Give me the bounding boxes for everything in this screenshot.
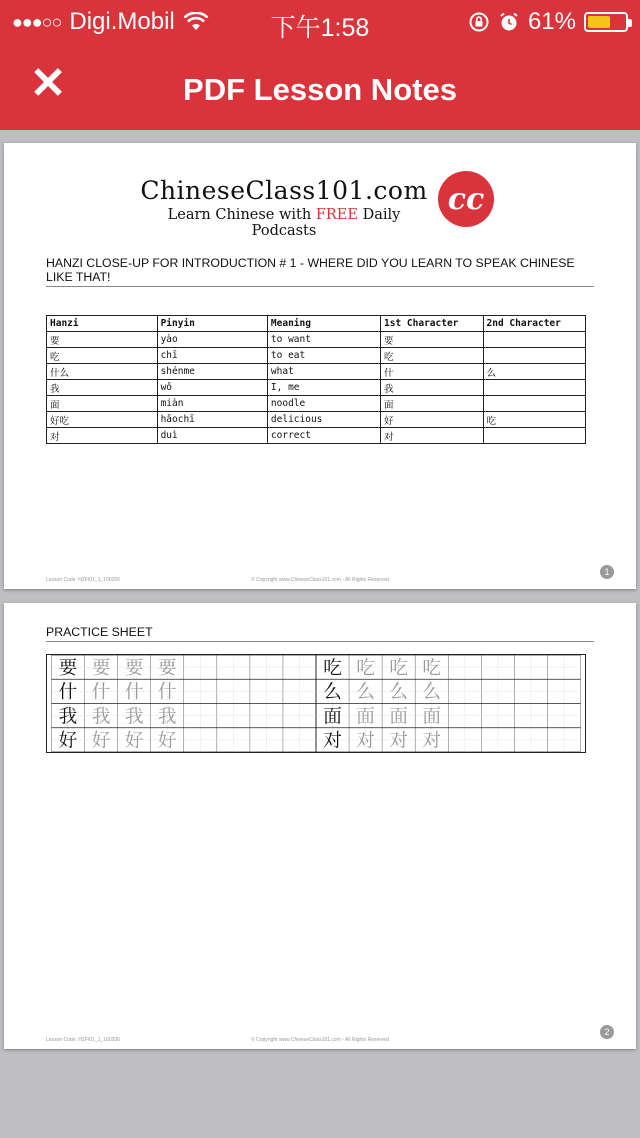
table-row bbox=[47, 348, 586, 364]
table-cell: 吃 bbox=[47, 348, 158, 364]
vocabulary-table bbox=[46, 315, 586, 444]
battery-percent: 61% bbox=[527, 8, 576, 35]
top-bar bbox=[0, 0, 640, 130]
practice-trace-character: 吃 bbox=[389, 657, 408, 679]
table-cell: miàn bbox=[157, 396, 267, 412]
table-cell: delicious bbox=[267, 412, 380, 428]
table-row bbox=[47, 332, 586, 348]
table-cell: chī bbox=[157, 348, 267, 364]
table-cell: 我 bbox=[381, 380, 483, 396]
column-header: Meaning bbox=[267, 316, 380, 332]
battery-level bbox=[588, 16, 610, 28]
copyright: © Copyright www.ChineseClass101.com - All Rights Reserved bbox=[251, 1037, 389, 1043]
brand-header bbox=[134, 176, 434, 239]
practice-character: 对 bbox=[323, 730, 342, 752]
logo-text: cc bbox=[447, 182, 485, 217]
table-cell: 什么 bbox=[47, 364, 158, 380]
battery-icon bbox=[584, 12, 628, 32]
lesson-code: Lesson Code: HZFI01_1_100206 bbox=[46, 577, 120, 583]
practice-trace-character: 什 bbox=[124, 682, 144, 704]
brand-tagline bbox=[134, 207, 434, 239]
practice-trace-character: 什 bbox=[157, 682, 177, 704]
pdf-page-2[interactable] bbox=[4, 603, 636, 1049]
practice-character: 吃 bbox=[323, 657, 342, 679]
table-cell: 什 bbox=[381, 364, 483, 380]
table-cell: 要 bbox=[47, 332, 158, 348]
status-time: 下午1:58 bbox=[270, 14, 370, 42]
page-title: PDF Lesson Notes bbox=[183, 72, 457, 107]
brand-name: ChineseClass101.com bbox=[140, 176, 428, 205]
practice-trace-character: 我 bbox=[124, 706, 144, 728]
practice-character: 我 bbox=[58, 706, 78, 728]
table-cell: 面 bbox=[47, 396, 158, 412]
pdf-page-1[interactable] bbox=[4, 143, 636, 589]
table-cell: 对 bbox=[47, 428, 158, 444]
tagline-end: Daily Podcasts bbox=[251, 207, 401, 239]
practice-character: 好 bbox=[58, 730, 78, 752]
practice-trace-character: 什 bbox=[91, 682, 111, 704]
practice-trace-character: 面 bbox=[422, 706, 442, 728]
practice-trace-character: 对 bbox=[422, 730, 442, 752]
page-number-badge: 1 bbox=[600, 565, 614, 579]
practice-trace-character: 吃 bbox=[356, 657, 375, 679]
lesson-heading: HANZI CLOSE-UP FOR INTRODUCTION # 1 - WHERE DID YOU LEARN TO SPEAK CHINESE LIKE THAT! bbox=[46, 256, 594, 287]
practice-trace-character: 面 bbox=[356, 706, 375, 728]
table-row bbox=[47, 412, 586, 428]
table-cell: correct bbox=[267, 428, 380, 444]
practice-trace-character: 么 bbox=[356, 682, 375, 704]
practice-trace-character: 好 bbox=[124, 730, 144, 752]
table-cell bbox=[483, 396, 586, 412]
column-header: 2nd Character bbox=[483, 316, 586, 332]
rotation-lock-icon bbox=[468, 11, 490, 33]
table-cell: 吃 bbox=[483, 412, 586, 428]
column-header: 1st Character bbox=[381, 316, 483, 332]
navigation-bar bbox=[0, 52, 640, 130]
practice-trace-character: 好 bbox=[91, 730, 111, 752]
table-cell: 好吃 bbox=[47, 412, 158, 428]
table-cell: 吃 bbox=[381, 348, 483, 364]
practice-grid bbox=[46, 654, 586, 753]
practice-trace-character: 我 bbox=[91, 706, 111, 728]
table-cell: what bbox=[267, 364, 380, 380]
practice-sheet-heading: PRACTICE SHEET bbox=[46, 625, 594, 642]
close-button[interactable]: ✕ bbox=[29, 59, 67, 108]
lesson-code: Lesson Code: HZFI01_1_100206 bbox=[46, 1037, 120, 1043]
table-cell bbox=[483, 332, 586, 348]
table-cell: 好 bbox=[381, 412, 483, 428]
copyright: © Copyright www.ChineseClass101.com - All Rights Reserved bbox=[251, 577, 389, 583]
status-bar bbox=[0, 0, 640, 44]
practice-trace-character: 吃 bbox=[422, 657, 442, 679]
table-cell: yào bbox=[157, 332, 267, 348]
table-cell: wǒ bbox=[157, 380, 267, 396]
table-cell: hǎochī bbox=[157, 412, 267, 428]
table-row bbox=[47, 396, 586, 412]
table-cell: 我 bbox=[47, 380, 158, 396]
table-cell: 要 bbox=[381, 332, 483, 348]
practice-trace-character: 好 bbox=[157, 730, 177, 752]
table-cell: to eat bbox=[267, 348, 380, 364]
table-cell: 对 bbox=[381, 428, 483, 444]
practice-character: 面 bbox=[323, 706, 342, 728]
table-cell: duì bbox=[157, 428, 267, 444]
practice-trace-character: 对 bbox=[356, 730, 375, 752]
tagline-free: FREE bbox=[315, 207, 358, 223]
table-cell bbox=[483, 428, 586, 444]
practice-trace-character: 要 bbox=[157, 657, 177, 679]
alarm-icon bbox=[498, 11, 520, 33]
practice-trace-character: 对 bbox=[389, 730, 408, 752]
column-header: Pinyin bbox=[157, 316, 267, 332]
table-row bbox=[47, 364, 586, 380]
table-cell bbox=[483, 348, 586, 364]
table-cell: noodle bbox=[267, 396, 380, 412]
table-cell: 么 bbox=[483, 364, 586, 380]
signal-indicator: ●●●○○ bbox=[12, 11, 62, 32]
table-cell: to want bbox=[267, 332, 380, 348]
page-number-badge: 2 bbox=[600, 1025, 614, 1039]
practice-trace-character: 么 bbox=[389, 682, 408, 704]
practice-trace-character: 要 bbox=[124, 657, 144, 679]
column-header: Hanzi bbox=[47, 316, 158, 332]
carrier-name: Digi.Mobil bbox=[69, 8, 175, 35]
table-row bbox=[47, 380, 586, 396]
practice-character: 什 bbox=[58, 682, 78, 704]
chineseclass101-logo bbox=[436, 169, 496, 229]
practice-trace-character: 要 bbox=[91, 657, 111, 679]
practice-character: 么 bbox=[323, 682, 342, 704]
practice-trace-character: 面 bbox=[389, 706, 408, 728]
practice-trace-character: 我 bbox=[157, 706, 177, 728]
practice-character: 要 bbox=[58, 657, 78, 679]
table-cell: I, me bbox=[267, 380, 380, 396]
table-cell bbox=[483, 380, 586, 396]
tagline-start: Learn Chinese with bbox=[167, 207, 316, 223]
table-cell: shénme bbox=[157, 364, 267, 380]
table-cell: 面 bbox=[381, 396, 483, 412]
practice-trace-character: 么 bbox=[422, 682, 442, 704]
table-row bbox=[47, 428, 586, 444]
